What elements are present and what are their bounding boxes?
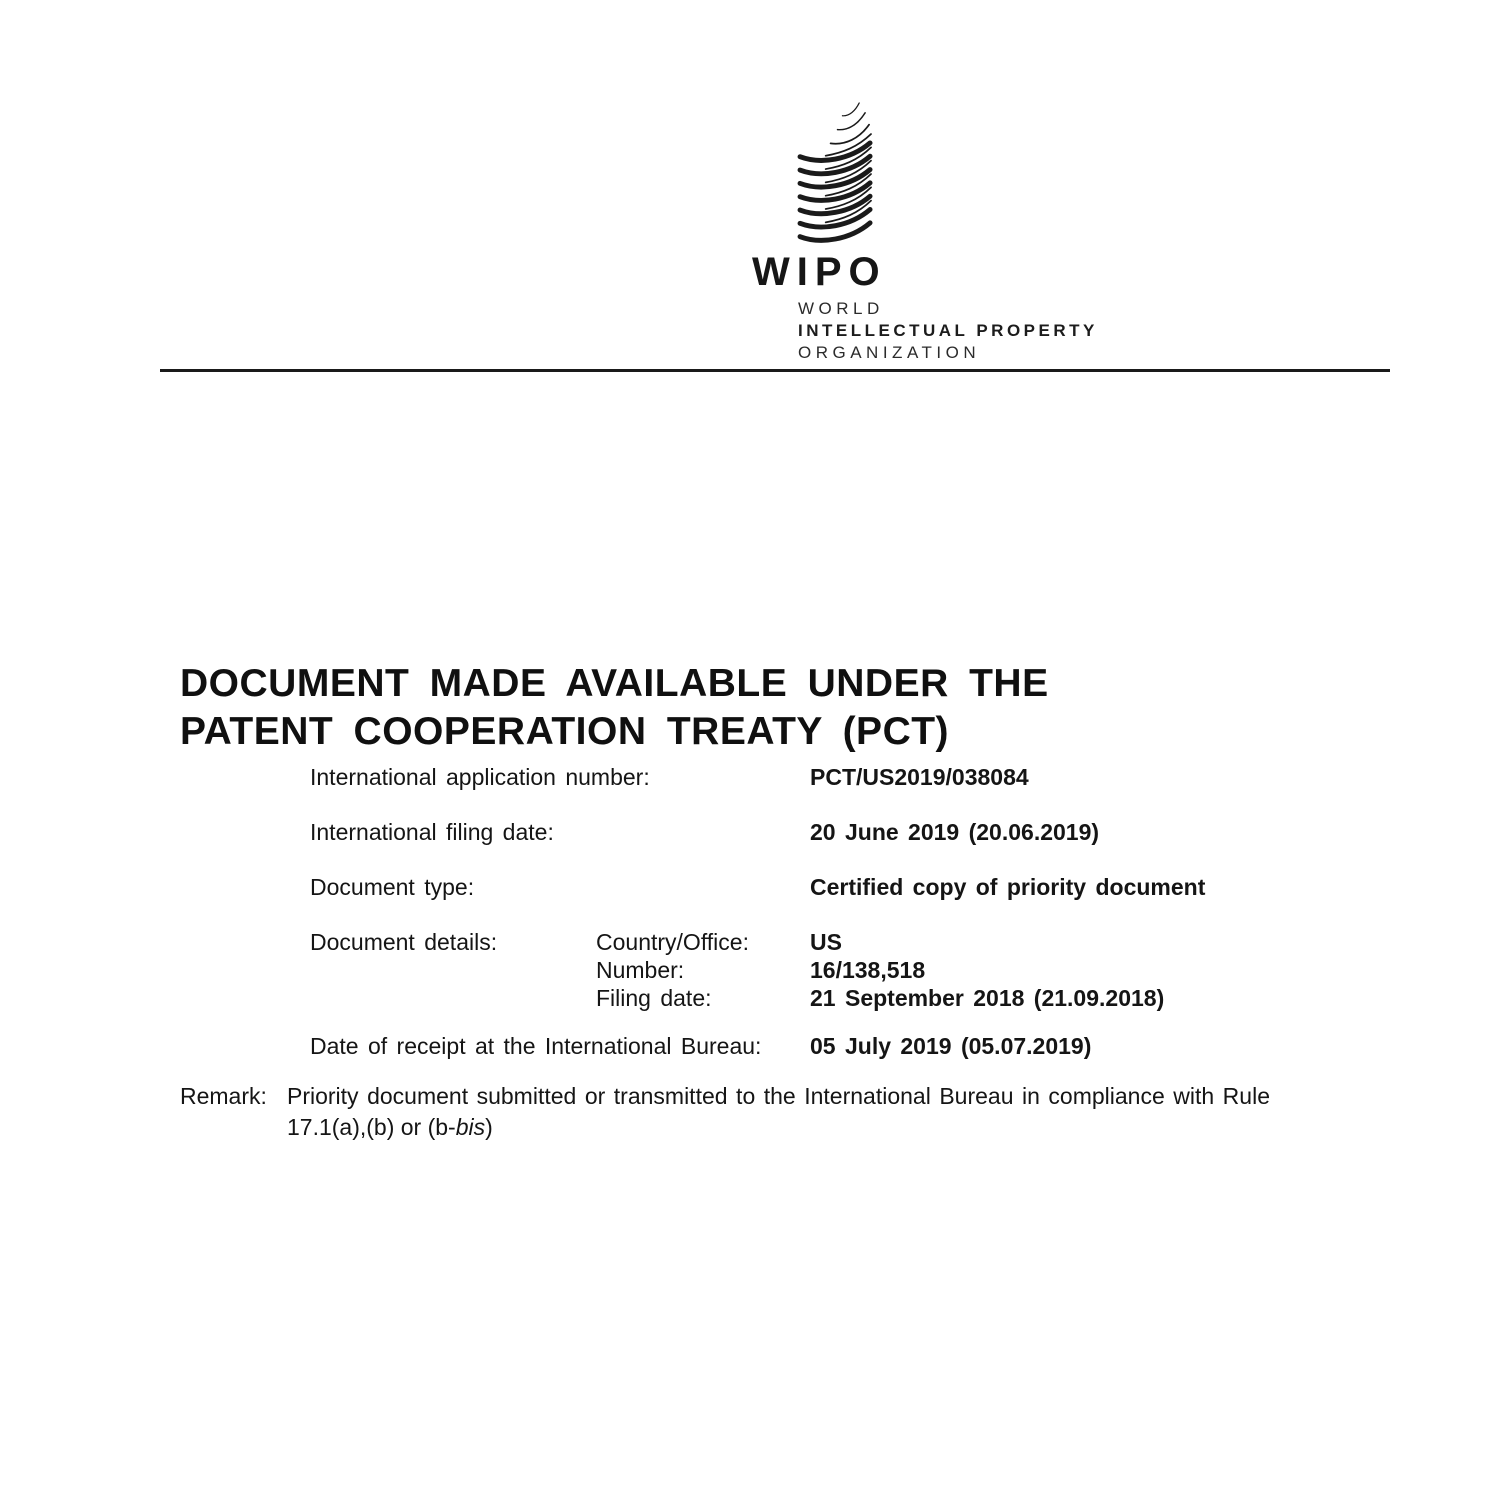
document-type-label: Document type: <box>310 874 475 900</box>
org-name-organization: ORGANIZATION <box>798 343 981 362</box>
wipo-wordmark: WIPO <box>752 250 887 294</box>
remark-rule-suffix: ) <box>485 1114 493 1140</box>
country-office-label: Country/Office: <box>596 929 749 955</box>
remark-label: Remark: <box>180 1083 267 1109</box>
document-details-label: Document details: <box>310 929 498 955</box>
detail-filing-date-value: 21 September 2018 (21.09.2018) <box>810 985 1165 1011</box>
wipo-swirl-icon <box>796 100 880 248</box>
remark-rule-prefix: 17.1(a),(b) or (b- <box>287 1114 456 1140</box>
application-number-value: PCT/US2019/038084 <box>810 764 1029 790</box>
document-title <box>180 660 1049 756</box>
receipt-date-label: Date of receipt at the International Bureau: <box>310 1033 762 1059</box>
detail-number-label: Number: <box>596 957 685 983</box>
document-title-line1: DOCUMENT MADE AVAILABLE UNDER THE <box>180 662 1049 705</box>
filing-date-value: 20 June 2019 (20.06.2019) <box>810 819 1100 845</box>
application-number-label: International application number: <box>310 764 650 790</box>
header-divider <box>160 369 1390 372</box>
filing-date-label: International filing date: <box>310 819 554 845</box>
receipt-date-value: 05 July 2019 (05.07.2019) <box>810 1033 1092 1059</box>
remark-text-line1: Priority document submitted or transmitted to the International Bureau in compliance with Rule <box>287 1083 1270 1109</box>
org-name-intellectual-property: INTELLECTUAL PROPERTY <box>798 321 1098 340</box>
detail-filing-date-label: Filing date: <box>596 985 712 1011</box>
detail-number-value: 16/138,518 <box>810 957 926 983</box>
country-office-value: US <box>810 929 842 955</box>
remark-rule-bis: bis <box>455 1114 486 1140</box>
remark-text-line2 <box>287 1114 493 1141</box>
document-type-value: Certified copy of priority document <box>810 874 1206 900</box>
document-title-line2: PATENT COOPERATION TREATY (PCT) <box>180 710 950 753</box>
org-name-world: WORLD <box>798 299 884 318</box>
